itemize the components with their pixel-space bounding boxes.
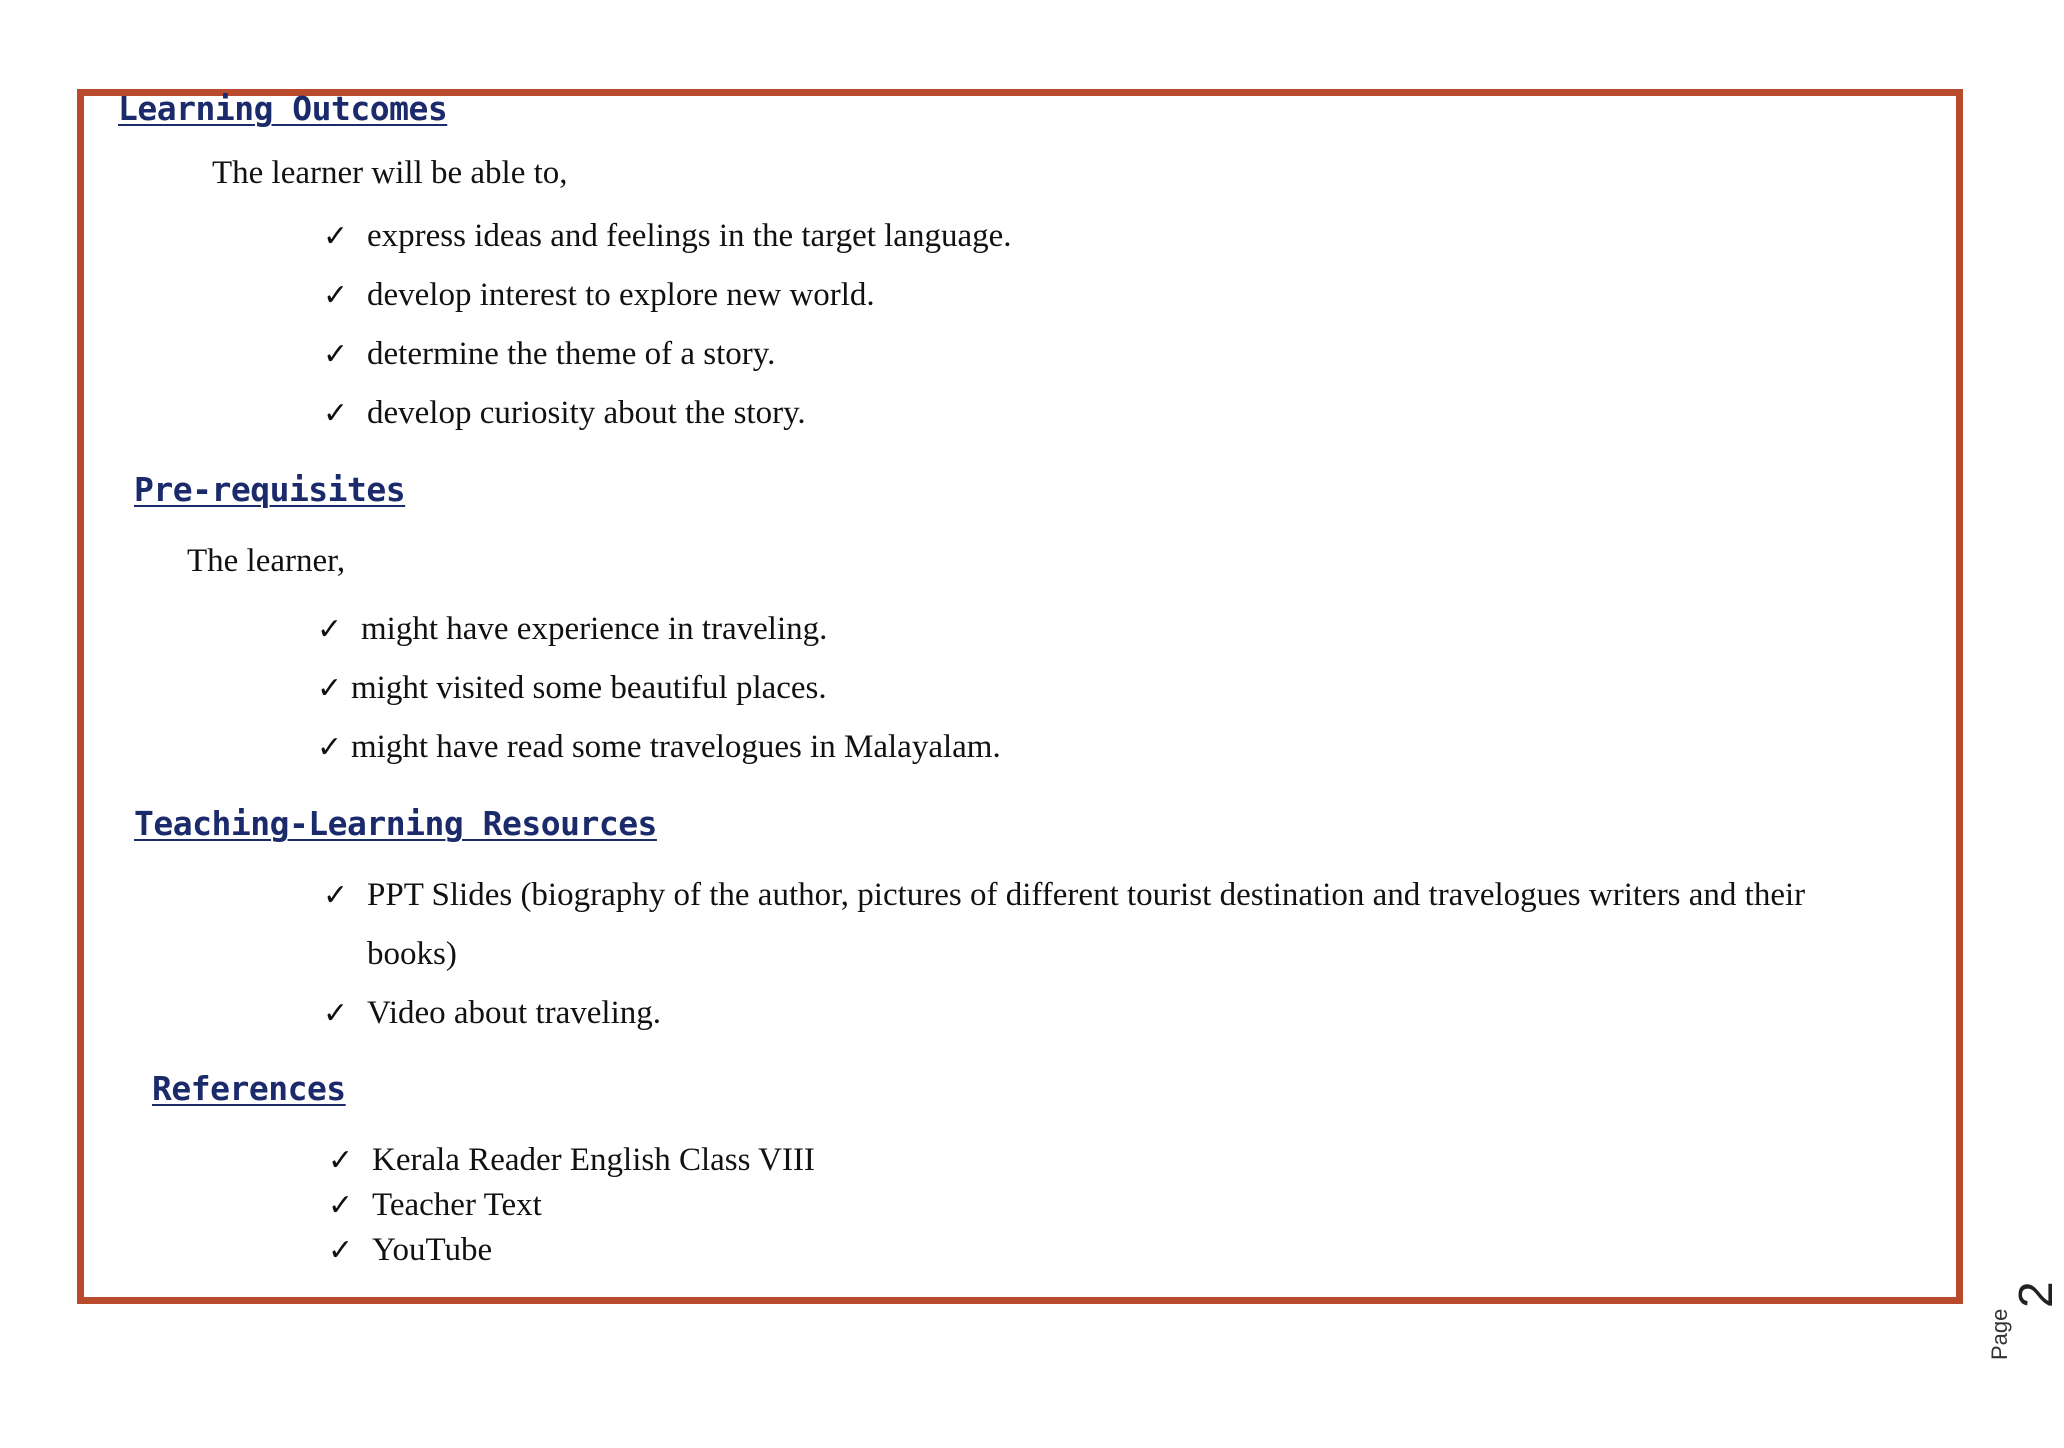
resource-text: Video about traveling. (367, 995, 662, 1031)
check-icon: ✓ (323, 337, 349, 372)
prerequisite-item (317, 670, 827, 707)
prerequisites-intro: The learner, (187, 543, 346, 579)
resource-text: PPT Slides (biography of the author, pictures of different tourist destination and travelogues writers and their (367, 877, 1806, 913)
prerequisite-text: might visited some beautiful places. (351, 670, 827, 706)
prerequisite-text: might have read some travelogues in Malayalam. (351, 729, 1001, 765)
check-icon: ✓ (323, 996, 349, 1031)
page-label: Page (1987, 1308, 2012, 1360)
learning-outcome-item (323, 277, 875, 314)
references-heading: References (152, 1069, 346, 1108)
check-icon: ✓ (323, 278, 349, 313)
check-icon: ✓ (317, 612, 343, 647)
prerequisite-item (317, 729, 1001, 766)
learning-outcome-text: express ideas and feelings in the target language. (367, 218, 1012, 254)
reference-item (328, 1232, 492, 1269)
learning-outcome-item (323, 336, 775, 373)
resource-text-continuation: books) (367, 936, 457, 972)
prerequisite-text: might have experience in traveling. (361, 611, 828, 647)
learning-outcome-item (323, 395, 806, 432)
prerequisite-item (317, 611, 827, 648)
reference-item (328, 1142, 815, 1179)
learning-outcome-text: develop curiosity about the story. (367, 395, 806, 431)
check-icon: ✓ (328, 1233, 354, 1268)
check-icon: ✓ (317, 671, 343, 706)
check-icon: ✓ (328, 1143, 354, 1178)
resources-heading: Teaching-Learning Resources (134, 804, 657, 843)
reference-text: YouTube (372, 1232, 493, 1268)
page-number-value: 2 (2010, 1281, 2063, 1308)
resource-item (323, 877, 1805, 914)
check-icon: ✓ (328, 1188, 354, 1223)
reference-item (328, 1187, 542, 1224)
learning-outcome-text: develop interest to explore new world. (367, 277, 875, 313)
check-icon: ✓ (317, 730, 343, 765)
reference-text: Teacher Text (372, 1187, 542, 1223)
learning-outcomes-heading: Learning Outcomes (118, 89, 448, 128)
check-icon: ✓ (323, 878, 349, 913)
check-icon: ✓ (323, 219, 349, 254)
learning-outcomes-intro: The learner will be able to, (212, 155, 568, 191)
prerequisites-heading: Pre-requisites (134, 470, 406, 509)
learning-outcome-text: determine the theme of a story. (367, 336, 776, 372)
learning-outcome-item (323, 218, 1012, 255)
resource-item (323, 995, 661, 1032)
check-icon: ✓ (323, 396, 349, 431)
page-number (1985, 1260, 2063, 1370)
reference-text: Kerala Reader English Class VIII (372, 1142, 815, 1178)
